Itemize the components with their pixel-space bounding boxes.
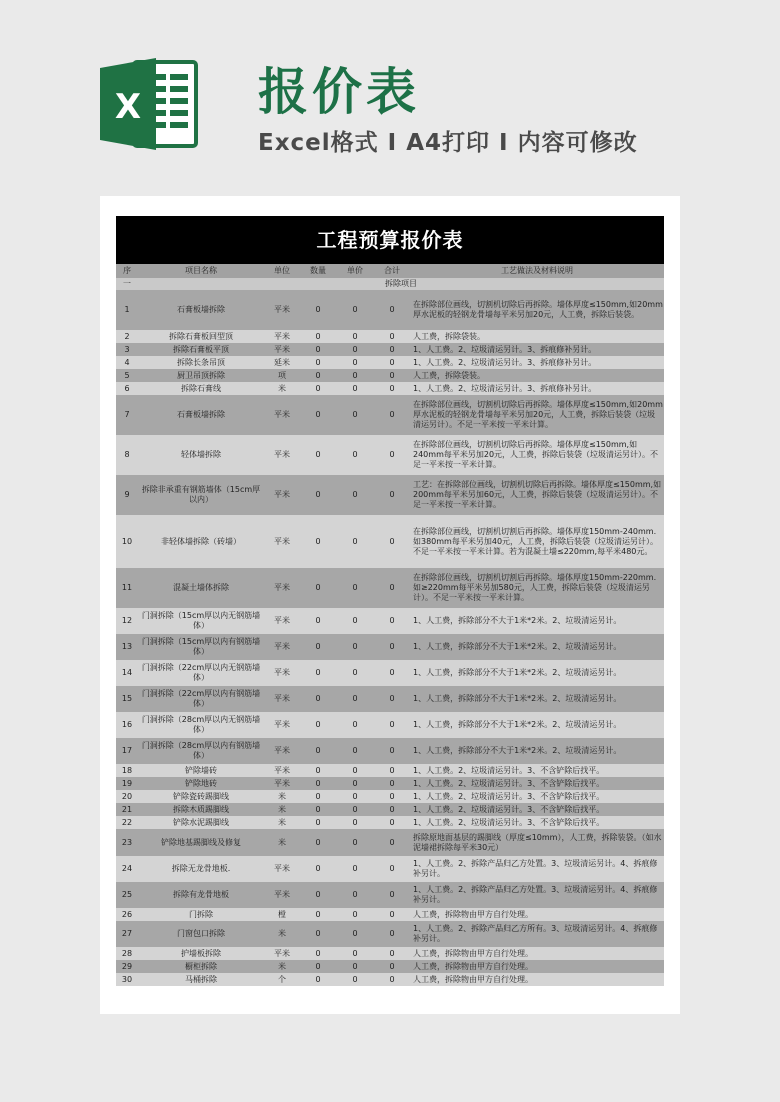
unit-price-cell: 0 — [336, 568, 374, 608]
quantity-cell: 0 — [300, 608, 336, 634]
unit-price-cell: 0 — [336, 475, 374, 515]
row-number: 21 — [116, 803, 138, 816]
total-cell: 0 — [374, 515, 410, 568]
unit-cell: 樘 — [264, 908, 300, 921]
quantity-cell: 0 — [300, 973, 336, 986]
total-cell: 0 — [374, 816, 410, 829]
unit-price-cell: 0 — [336, 515, 374, 568]
unit-cell: 延米 — [264, 356, 300, 369]
quantity-cell: 0 — [300, 395, 336, 435]
quantity-cell: 0 — [300, 790, 336, 803]
description-cell: 1、人工费。2、垃圾清运另计。3、不含铲除后找平。 — [410, 764, 664, 777]
total-cell: 0 — [374, 686, 410, 712]
total-cell: 0 — [374, 960, 410, 973]
unit-cell: 米 — [264, 790, 300, 803]
item-name: 铲除水泥踢脚线 — [138, 816, 264, 829]
row-number: 8 — [116, 435, 138, 475]
item-name: 铲除地基踢脚线及修复 — [138, 829, 264, 856]
item-name: 铲除瓷砖踢脚线 — [138, 790, 264, 803]
description-cell: 1、人工费。2、垃圾清运另计。3、拆痕修补另计。 — [410, 382, 664, 395]
row-number: 19 — [116, 777, 138, 790]
row-number: 27 — [116, 921, 138, 947]
table-row — [116, 475, 664, 515]
quantity-cell: 0 — [300, 712, 336, 738]
row-number: 1 — [116, 290, 138, 330]
quantity-cell: 0 — [300, 777, 336, 790]
column-header: 数量 — [300, 264, 336, 278]
unit-cell: 平米 — [264, 686, 300, 712]
total-cell: 0 — [374, 908, 410, 921]
unit-price-cell: 0 — [336, 435, 374, 475]
item-name: 拆除石膏板回型顶 — [138, 330, 264, 343]
page-header — [0, 0, 780, 190]
description-cell: 1、人工费。2、垃圾清运另计。3、不含铲除后找平。 — [410, 777, 664, 790]
total-cell: 0 — [374, 973, 410, 986]
item-name: 门拆除 — [138, 908, 264, 921]
total-cell: 0 — [374, 856, 410, 882]
unit-price-cell: 0 — [336, 634, 374, 660]
unit-price-cell: 0 — [336, 856, 374, 882]
item-name: 橱柜拆除 — [138, 960, 264, 973]
quantity-cell: 0 — [300, 475, 336, 515]
quote-sheet — [116, 216, 664, 986]
quantity-cell: 0 — [300, 816, 336, 829]
row-number: 9 — [116, 475, 138, 515]
unit-cell: 平米 — [264, 475, 300, 515]
row-number: 30 — [116, 973, 138, 986]
row-number: 12 — [116, 608, 138, 634]
row-number: 29 — [116, 960, 138, 973]
section-number: 一 — [116, 278, 138, 290]
total-cell: 0 — [374, 712, 410, 738]
unit-cell: 平米 — [264, 882, 300, 908]
item-name: 石膏板墙拆除 — [138, 395, 264, 435]
total-cell: 0 — [374, 356, 410, 369]
sheet-title: 工程预算报价表 — [116, 216, 664, 264]
unit-price-cell: 0 — [336, 395, 374, 435]
description-cell: 1、人工费，拆除部分不大于1米*2米。2、垃圾清运另计。 — [410, 660, 664, 686]
total-cell: 0 — [374, 330, 410, 343]
table-row — [116, 777, 664, 790]
row-number: 20 — [116, 790, 138, 803]
quantity-cell: 0 — [300, 568, 336, 608]
unit-price-cell: 0 — [336, 660, 374, 686]
quantity-cell: 0 — [300, 738, 336, 764]
item-name: 拆除长条吊顶 — [138, 356, 264, 369]
quantity-cell: 0 — [300, 856, 336, 882]
unit-cell: 个 — [264, 973, 300, 986]
table-row — [116, 356, 664, 369]
unit-cell: 平米 — [264, 343, 300, 356]
item-name: 拆除无龙骨地板. — [138, 856, 264, 882]
description-cell: 1、人工费。2、拆除产品归乙方所有。3、垃圾清运另计。4、拆痕修补另计。 — [410, 921, 664, 947]
total-cell: 0 — [374, 777, 410, 790]
unit-cell: 平米 — [264, 712, 300, 738]
item-name: 拆除非承重有钢筋墙体（15cm厚以内） — [138, 475, 264, 515]
unit-price-cell: 0 — [336, 921, 374, 947]
description-cell: 人工费，拆除袋装。 — [410, 330, 664, 343]
total-cell: 0 — [374, 475, 410, 515]
item-name: 石膏板墙拆除 — [138, 290, 264, 330]
column-header: 合计 — [374, 264, 410, 278]
table-header-row — [116, 264, 664, 278]
table-row — [116, 960, 664, 973]
unit-price-cell: 0 — [336, 960, 374, 973]
row-number: 16 — [116, 712, 138, 738]
table-row — [116, 369, 664, 382]
column-header: 单位 — [264, 264, 300, 278]
total-cell: 0 — [374, 608, 410, 634]
quantity-cell: 0 — [300, 764, 336, 777]
table-row — [116, 882, 664, 908]
unit-price-cell: 0 — [336, 738, 374, 764]
unit-cell: 平米 — [264, 608, 300, 634]
table-row — [116, 330, 664, 343]
svg-text:X: X — [114, 87, 142, 127]
total-cell: 0 — [374, 947, 410, 960]
total-cell: 0 — [374, 382, 410, 395]
unit-price-cell: 0 — [336, 369, 374, 382]
description-cell: 1、人工费。2、垃圾清运另计。3、拆痕修补另计。 — [410, 343, 664, 356]
unit-cell: 米 — [264, 829, 300, 856]
unit-cell: 米 — [264, 921, 300, 947]
description-cell: 1、人工费。2、垃圾清运另计。3、不含铲除后找平。 — [410, 816, 664, 829]
unit-cell: 米 — [264, 803, 300, 816]
description-cell: 人工费，拆除袋装。 — [410, 369, 664, 382]
table-row — [116, 660, 664, 686]
table-row — [116, 973, 664, 986]
unit-cell: 平米 — [264, 777, 300, 790]
unit-cell: 平米 — [264, 947, 300, 960]
unit-cell: 米 — [264, 816, 300, 829]
item-name: 铲除墙砖 — [138, 764, 264, 777]
unit-cell: 平米 — [264, 435, 300, 475]
unit-cell: 平米 — [264, 660, 300, 686]
quantity-cell: 0 — [300, 960, 336, 973]
row-number: 2 — [116, 330, 138, 343]
quantity-cell: 0 — [300, 908, 336, 921]
spreadsheet-preview — [100, 196, 680, 1014]
quantity-cell: 0 — [300, 343, 336, 356]
unit-price-cell: 0 — [336, 382, 374, 395]
table-row — [116, 816, 664, 829]
page-title: 报价表 — [258, 63, 420, 121]
unit-cell: 平米 — [264, 395, 300, 435]
table-row — [116, 790, 664, 803]
row-number: 3 — [116, 343, 138, 356]
unit-cell: 平米 — [264, 290, 300, 330]
item-name: 拆除有龙骨地板 — [138, 882, 264, 908]
unit-cell: 平米 — [264, 856, 300, 882]
description-cell: 1、人工费，拆除部分不大于1米*2米。2、垃圾清运另计。 — [410, 738, 664, 764]
table-row — [116, 568, 664, 608]
item-name: 门洞拆除（22cm厚以内无钢筋墙体） — [138, 660, 264, 686]
unit-price-cell: 0 — [336, 290, 374, 330]
section-row — [116, 278, 664, 290]
table-row — [116, 343, 664, 356]
row-number: 11 — [116, 568, 138, 608]
unit-price-cell: 0 — [336, 356, 374, 369]
item-name: 拆除木质踢脚线 — [138, 803, 264, 816]
row-number: 7 — [116, 395, 138, 435]
total-cell: 0 — [374, 738, 410, 764]
total-cell: 0 — [374, 790, 410, 803]
table-row — [116, 803, 664, 816]
quantity-cell: 0 — [300, 947, 336, 960]
row-number: 10 — [116, 515, 138, 568]
table-row — [116, 608, 664, 634]
unit-cell: 平米 — [264, 330, 300, 343]
unit-price-cell: 0 — [336, 882, 374, 908]
description-cell: 人工费，拆除物由甲方自行处理。 — [410, 973, 664, 986]
description-cell: 工艺：在拆除部位画线，切割机切除后再拆除。墙体厚度≤150mm,如200mm每平米另加60元，人工费，拆除后装袋（垃圾清运另计）。不足一平米按一平米计算。 — [410, 475, 664, 515]
item-name: 拆除石膏板平顶 — [138, 343, 264, 356]
description-cell: 在拆除部位画线，切割机切除后再拆除。墙体厚度≤150mm,如240mm每平米另加20元，人工费，拆除后装袋（垃圾清运另计）。不足一平米按一平米计算。 — [410, 435, 664, 475]
description-cell: 在拆除部位画线，切割机切割后再拆除。墙体厚度150mm-240mm.如380mm每平米另加40元，人工费，拆除后装袋（垃圾清运另计）。不足一平米按一平米计算。若为混凝土墙≤220mm,每平米480元。 — [410, 515, 664, 568]
unit-price-cell: 0 — [336, 803, 374, 816]
item-name: 门洞拆除（22cm厚以内有钢筋墙体） — [138, 686, 264, 712]
unit-cell: 项 — [264, 369, 300, 382]
row-number: 5 — [116, 369, 138, 382]
section-label: 拆除项目 — [138, 278, 664, 290]
column-header: 工艺做法及材料说明 — [410, 264, 664, 278]
quantity-cell: 0 — [300, 290, 336, 330]
table-row — [116, 712, 664, 738]
item-name: 门洞拆除（15cm厚以内有钢筋墙体） — [138, 634, 264, 660]
column-header: 序 — [116, 264, 138, 278]
row-number: 25 — [116, 882, 138, 908]
item-name: 门洞拆除（28cm厚以内有钢筋墙体） — [138, 738, 264, 764]
total-cell: 0 — [374, 395, 410, 435]
quantity-cell: 0 — [300, 803, 336, 816]
table-row — [116, 515, 664, 568]
unit-price-cell: 0 — [336, 908, 374, 921]
description-cell: 在拆除部位画线，切割机切除后再拆除。墙体厚度≤150mm,如20mm厚水泥板的轻钢龙骨墙每平米另加20元，人工费，拆除后装袋（垃圾清运另计）。不足一平米按一平米计算。 — [410, 395, 664, 435]
item-name: 门窗包口拆除 — [138, 921, 264, 947]
item-name: 门洞拆除（28cm厚以内无钢筋墙体） — [138, 712, 264, 738]
quantity-cell: 0 — [300, 921, 336, 947]
quote-table — [116, 264, 664, 986]
description-cell: 在拆除部位画线，切割机切除后再拆除。墙体厚度≤150mm,如20mm厚水泥板的轻钢龙骨墙每平米另加20元，人工费，拆除后装袋。 — [410, 290, 664, 330]
unit-price-cell: 0 — [336, 816, 374, 829]
row-number: 26 — [116, 908, 138, 921]
unit-price-cell: 0 — [336, 686, 374, 712]
unit-cell: 平米 — [264, 634, 300, 660]
description-cell: 1、人工费，拆除部分不大于1米*2米。2、垃圾清运另计。 — [410, 686, 664, 712]
unit-cell: 平米 — [264, 764, 300, 777]
item-name: 非轻体墙拆除（砖墙） — [138, 515, 264, 568]
table-row — [116, 382, 664, 395]
table-row — [116, 921, 664, 947]
row-number: 15 — [116, 686, 138, 712]
row-number: 22 — [116, 816, 138, 829]
excel-icon — [100, 56, 200, 152]
row-number: 17 — [116, 738, 138, 764]
unit-price-cell: 0 — [336, 973, 374, 986]
description-cell: 1、人工费，拆除部分不大于1米*2米。2、垃圾清运另计。 — [410, 634, 664, 660]
total-cell: 0 — [374, 568, 410, 608]
quantity-cell: 0 — [300, 356, 336, 369]
quantity-cell: 0 — [300, 330, 336, 343]
description-cell: 人工费，拆除物由甲方自行处理。 — [410, 947, 664, 960]
row-number: 28 — [116, 947, 138, 960]
row-number: 18 — [116, 764, 138, 777]
unit-price-cell: 0 — [336, 829, 374, 856]
row-number: 23 — [116, 829, 138, 856]
total-cell: 0 — [374, 882, 410, 908]
table-row — [116, 738, 664, 764]
item-name: 拆除石膏线 — [138, 382, 264, 395]
description-cell: 人工费，拆除物由甲方自行处理。 — [410, 908, 664, 921]
total-cell: 0 — [374, 634, 410, 660]
quantity-cell: 0 — [300, 634, 336, 660]
total-cell: 0 — [374, 829, 410, 856]
unit-cell: 平米 — [264, 515, 300, 568]
description-cell: 1、人工费。2、垃圾清运另计。3、不含铲除后找平。 — [410, 790, 664, 803]
row-number: 13 — [116, 634, 138, 660]
unit-price-cell: 0 — [336, 790, 374, 803]
quantity-cell: 0 — [300, 435, 336, 475]
description-cell: 在拆除部位画线，切割机切割后再拆除。墙体厚度150mm-220mm.如≥220mm每平米另加580元，人工费，拆除后装袋（垃圾清运另计）。不足一平米按一平米计算。 — [410, 568, 664, 608]
table-row — [116, 908, 664, 921]
total-cell: 0 — [374, 343, 410, 356]
table-row — [116, 435, 664, 475]
description-cell: 1、人工费。2、垃圾清运另计。3、拆痕修补另计。 — [410, 356, 664, 369]
description-cell: 拆除原地面基层的踢脚线（厚度≤10mm），人工费，拆除装袋。（如水泥墙裙拆除每平米30元） — [410, 829, 664, 856]
quantity-cell: 0 — [300, 515, 336, 568]
row-number: 14 — [116, 660, 138, 686]
table-row — [116, 395, 664, 435]
table-row — [116, 856, 664, 882]
unit-price-cell: 0 — [336, 608, 374, 634]
item-name: 护墙板拆除 — [138, 947, 264, 960]
total-cell: 0 — [374, 921, 410, 947]
table-row — [116, 947, 664, 960]
total-cell: 0 — [374, 660, 410, 686]
total-cell: 0 — [374, 435, 410, 475]
item-name: 门洞拆除（15cm厚以内无钢筋墙体） — [138, 608, 264, 634]
row-number: 4 — [116, 356, 138, 369]
unit-cell: 米 — [264, 382, 300, 395]
quantity-cell: 0 — [300, 382, 336, 395]
item-name: 轻体墙拆除 — [138, 435, 264, 475]
column-header: 项目名称 — [138, 264, 264, 278]
unit-price-cell: 0 — [336, 777, 374, 790]
quantity-cell: 0 — [300, 882, 336, 908]
item-name: 厨卫吊顶拆除 — [138, 369, 264, 382]
total-cell: 0 — [374, 369, 410, 382]
quantity-cell: 0 — [300, 369, 336, 382]
column-header: 单价 — [336, 264, 374, 278]
quantity-cell: 0 — [300, 660, 336, 686]
description-cell: 1、人工费。2、拆除产品归乙方处置。3、垃圾清运另计。4、拆痕修补另计。 — [410, 856, 664, 882]
description-cell: 人工费，拆除物由甲方自行处理。 — [410, 960, 664, 973]
description-cell: 1、人工费，拆除部分不大于1米*2米。2、垃圾清运另计。 — [410, 712, 664, 738]
item-name: 混凝土墙体拆除 — [138, 568, 264, 608]
unit-cell: 米 — [264, 960, 300, 973]
unit-price-cell: 0 — [336, 764, 374, 777]
row-number: 6 — [116, 382, 138, 395]
description-cell: 1、人工费，拆除部分不大于1米*2米。2、垃圾清运另计。 — [410, 608, 664, 634]
row-number: 24 — [116, 856, 138, 882]
total-cell: 0 — [374, 764, 410, 777]
unit-price-cell: 0 — [336, 712, 374, 738]
total-cell: 0 — [374, 803, 410, 816]
description-cell: 1、人工费。2、拆除产品归乙方处置。3、垃圾清运另计。4、拆痕修补另计。 — [410, 882, 664, 908]
table-row — [116, 290, 664, 330]
unit-cell: 平米 — [264, 738, 300, 764]
unit-price-cell: 0 — [336, 947, 374, 960]
unit-cell: 平米 — [264, 568, 300, 608]
item-name: 马桶拆除 — [138, 973, 264, 986]
quantity-cell: 0 — [300, 686, 336, 712]
table-row — [116, 686, 664, 712]
quantity-cell: 0 — [300, 829, 336, 856]
description-cell: 1、人工费。2、垃圾清运另计。3、不含铲除后找平。 — [410, 803, 664, 816]
unit-price-cell: 0 — [336, 343, 374, 356]
table-row — [116, 829, 664, 856]
unit-price-cell: 0 — [336, 330, 374, 343]
table-row — [116, 764, 664, 777]
table-row — [116, 634, 664, 660]
page-subtitle: Excel格式 I A4打印 I 内容可修改 — [258, 130, 638, 156]
item-name: 铲除地砖 — [138, 777, 264, 790]
total-cell: 0 — [374, 290, 410, 330]
